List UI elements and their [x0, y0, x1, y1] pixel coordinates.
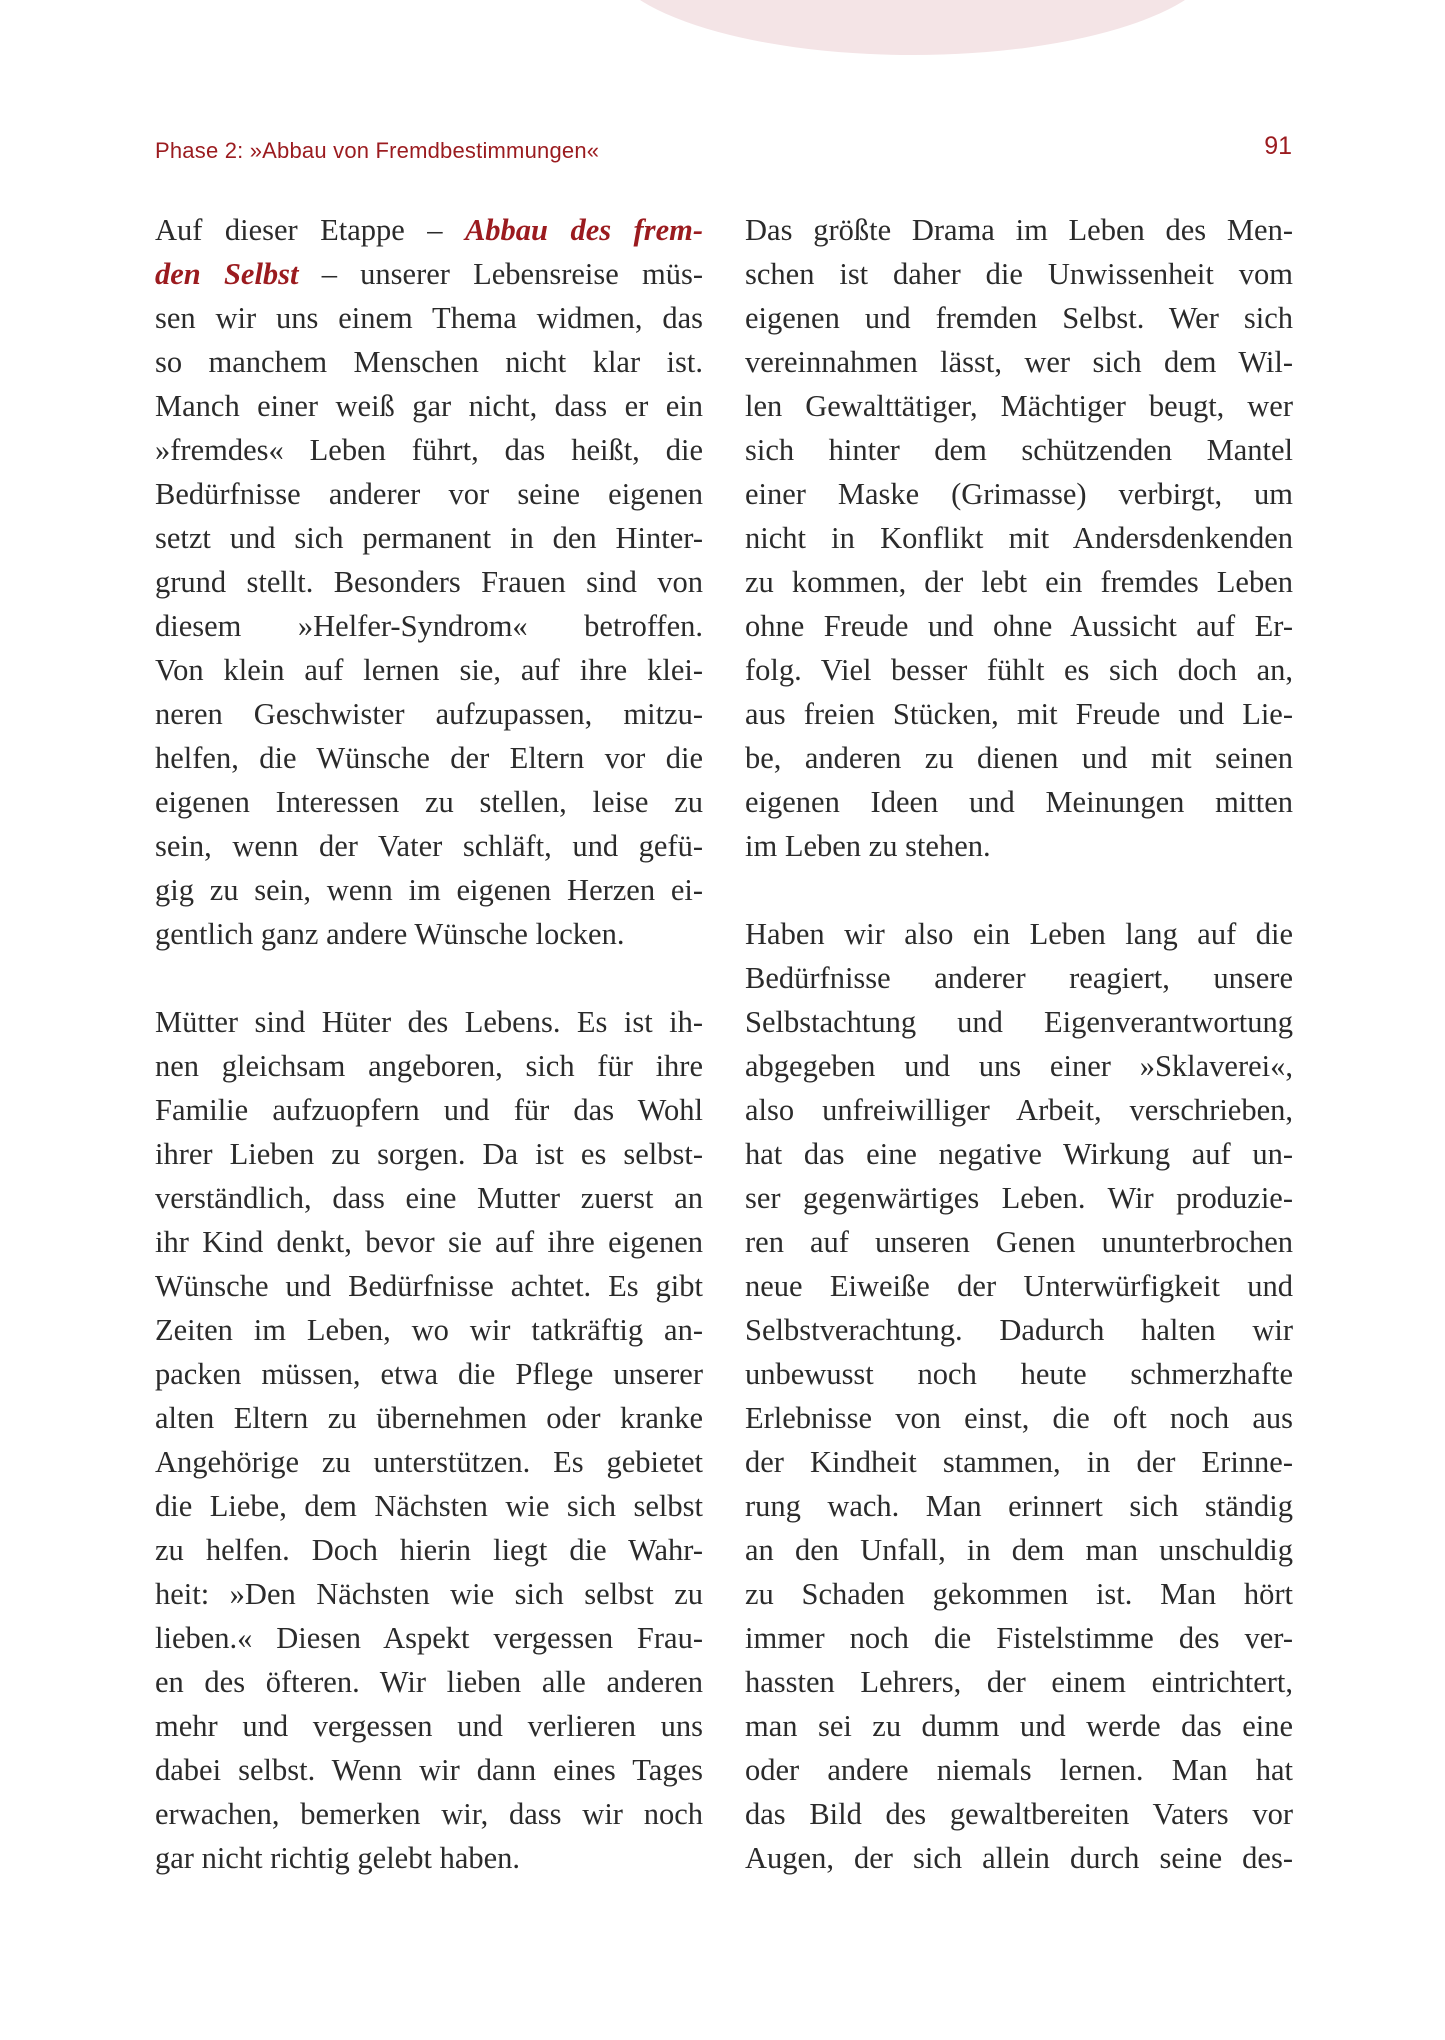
emphasis-term: den Selbst	[155, 257, 299, 291]
paragraph-gap	[745, 868, 1293, 912]
page-number: 91	[1264, 132, 1292, 160]
text-line: zu helfen. Doch hierin liegt die Wahr-	[155, 1533, 703, 1567]
text-line: Bedürfnisse anderer reagiert, unsere	[745, 961, 1293, 995]
emphasis-term: Abbau des frem-	[464, 213, 703, 247]
text-line: packen müssen, etwa die Pflege unserer	[155, 1357, 703, 1391]
text-line: unbewusst noch heute schmerzhafte	[745, 1357, 1293, 1391]
text-line: also unfreiwilliger Arbeit, verschrieben,	[745, 1093, 1293, 1127]
text-line: verständlich, dass eine Mutter zuerst an	[155, 1181, 703, 1215]
text-line: Erlebnisse von einst, die oft noch aus	[745, 1401, 1293, 1435]
text-line: sich hinter dem schützenden Mantel	[745, 433, 1293, 467]
text-line: be, anderen zu dienen und mit seinen	[745, 741, 1293, 775]
text-line: gentlich ganz andere Wünsche locken.	[155, 917, 625, 951]
text-line: ser gegenwärtiges Leben. Wir produzie-	[745, 1181, 1293, 1215]
text-line: en des öfteren. Wir lieben alle anderen	[155, 1665, 703, 1699]
text-line: grund stellt. Besonders Frauen sind von	[155, 565, 703, 599]
text-line: einer Maske (Grimasse) verbirgt, um	[745, 477, 1293, 511]
text-line: Zeiten im Leben, wo wir tatkräftig an-	[155, 1313, 703, 1347]
text-line: so manchem Menschen nicht klar ist.	[155, 345, 703, 379]
text-line: Angehörige zu unterstützen. Es gebietet	[155, 1445, 703, 1479]
left-column	[155, 208, 703, 1880]
text-line: sen wir uns einem Thema widmen, das	[155, 301, 703, 335]
text-line: lieben.« Diesen Aspekt vergessen Frau-	[155, 1621, 703, 1655]
text-line: vereinnahmen lässt, wer sich dem Wil-	[745, 345, 1293, 379]
text-line: Familie aufzuopfern und für das Wohl	[155, 1093, 703, 1127]
text-line: ihrer Lieben zu sorgen. Da ist es selbst-	[155, 1137, 703, 1171]
text-line: man sei zu dumm und werde das eine	[745, 1709, 1293, 1743]
text-line: »fremdes« Leben führt, das heißt, die	[155, 433, 703, 467]
text-line: Haben wir also ein Leben lang auf die	[745, 917, 1293, 951]
text-line: aus freien Stücken, mit Freude und Lie-	[745, 697, 1293, 731]
text-line: rung wach. Man erinnert sich ständig	[745, 1489, 1293, 1523]
text-line: gar nicht richtig gelebt haben.	[155, 1841, 521, 1875]
paragraph	[155, 208, 703, 956]
text-line: Mütter sind Hüter des Lebens. Es ist ih-	[155, 1005, 703, 1039]
text-line: hassten Lehrers, der einem eintrichtert,	[745, 1665, 1293, 1699]
text-line: Manch einer weiß gar nicht, dass er ein	[155, 389, 703, 423]
text-line: hat das eine negative Wirkung auf un-	[745, 1137, 1293, 1171]
text-line: die Liebe, dem Nächsten wie sich selbst	[155, 1489, 703, 1523]
text-line: heit: »Den Nächsten wie sich selbst zu	[155, 1577, 703, 1611]
decorative-ellipse	[605, 0, 1220, 55]
text-line: len Gewalttätiger, Mächtiger beugt, wer	[745, 389, 1293, 423]
text-line: nen gleichsam angeboren, sich für ihre	[155, 1049, 703, 1083]
text-line: diesem »Helfer-Syndrom« betroffen.	[155, 609, 703, 643]
text-line: ohne Freude und ohne Aussicht auf Er-	[745, 609, 1293, 643]
paragraph-gap	[155, 956, 703, 1000]
text-line: Selbstachtung und Eigenverantwortung	[745, 1005, 1293, 1039]
right-column	[745, 208, 1293, 1880]
paragraph	[745, 912, 1293, 1880]
text-line: im Leben zu stehen.	[745, 829, 991, 863]
text-line: Selbstverachtung. Dadurch halten wir	[745, 1313, 1293, 1347]
text-line: eigenen und fremden Selbst. Wer sich	[745, 301, 1293, 335]
text-line: neue Eiweiße der Unterwürfigkeit und	[745, 1269, 1293, 1303]
text-line: immer noch die Fistelstimme des ver-	[745, 1621, 1293, 1655]
text-line: ren auf unseren Genen ununterbrochen	[745, 1225, 1293, 1259]
running-head: Phase 2: »Abbau von Fremdbestimmungen«	[155, 138, 600, 163]
text-line: Von klein auf lernen sie, auf ihre klei-	[155, 653, 703, 687]
text-line: eigenen Ideen und Meinungen mitten	[745, 785, 1293, 819]
text-line: neren Geschwister aufzupassen, mitzu-	[155, 697, 703, 731]
text-line: schen ist daher die Unwissenheit vom	[745, 257, 1293, 291]
text-line: das Bild des gewaltbereiten Vaters vor	[745, 1797, 1293, 1831]
text-line: den Selbst – unserer Lebensreise müs-	[155, 257, 703, 291]
text-line: gig zu sein, wenn im eigenen Herzen ei-	[155, 873, 703, 907]
paragraph	[745, 208, 1293, 868]
text-line: Auf dieser Etappe – Abbau des frem-	[155, 213, 703, 247]
text-line: zu Schaden gekommen ist. Man hört	[745, 1577, 1293, 1611]
text-line: folg. Viel besser fühlt es sich doch an,	[745, 653, 1293, 687]
text-line: alten Eltern zu übernehmen oder kranke	[155, 1401, 703, 1435]
text-line: Augen, der sich allein durch seine des-	[745, 1841, 1293, 1875]
text-line: eigenen Interessen zu stellen, leise zu	[155, 785, 703, 819]
text-line: erwachen, bemerken wir, dass wir noch	[155, 1797, 703, 1831]
text-line: oder andere niemals lernen. Man hat	[745, 1753, 1293, 1787]
text-line: Wünsche und Bedürfnisse achtet. Es gibt	[155, 1269, 703, 1303]
text-line: abgegeben und uns einer »Sklaverei«,	[745, 1049, 1293, 1083]
text-line: mehr und vergessen und verlieren uns	[155, 1709, 703, 1743]
text-line: dabei selbst. Wenn wir dann eines Tages	[155, 1753, 703, 1787]
text-line: setzt und sich permanent in den Hinter-	[155, 521, 703, 555]
text-line: Das größte Drama im Leben des Men-	[745, 213, 1293, 247]
paragraph	[155, 1000, 703, 1880]
text-line: Bedürfnisse anderer vor seine eigenen	[155, 477, 703, 511]
text-line: helfen, die Wünsche der Eltern vor die	[155, 741, 703, 775]
text-line: nicht in Konflikt mit Andersdenkenden	[745, 521, 1293, 555]
text-line: an den Unfall, in dem man unschuldig	[745, 1533, 1293, 1567]
text-line: der Kindheit stammen, in der Erinne-	[745, 1445, 1293, 1479]
text-line: ihr Kind denkt, bevor sie auf ihre eigenen	[155, 1225, 703, 1259]
text-line: zu kommen, der lebt ein fremdes Leben	[745, 565, 1293, 599]
text-line: sein, wenn der Vater schläft, und gefü-	[155, 829, 703, 863]
